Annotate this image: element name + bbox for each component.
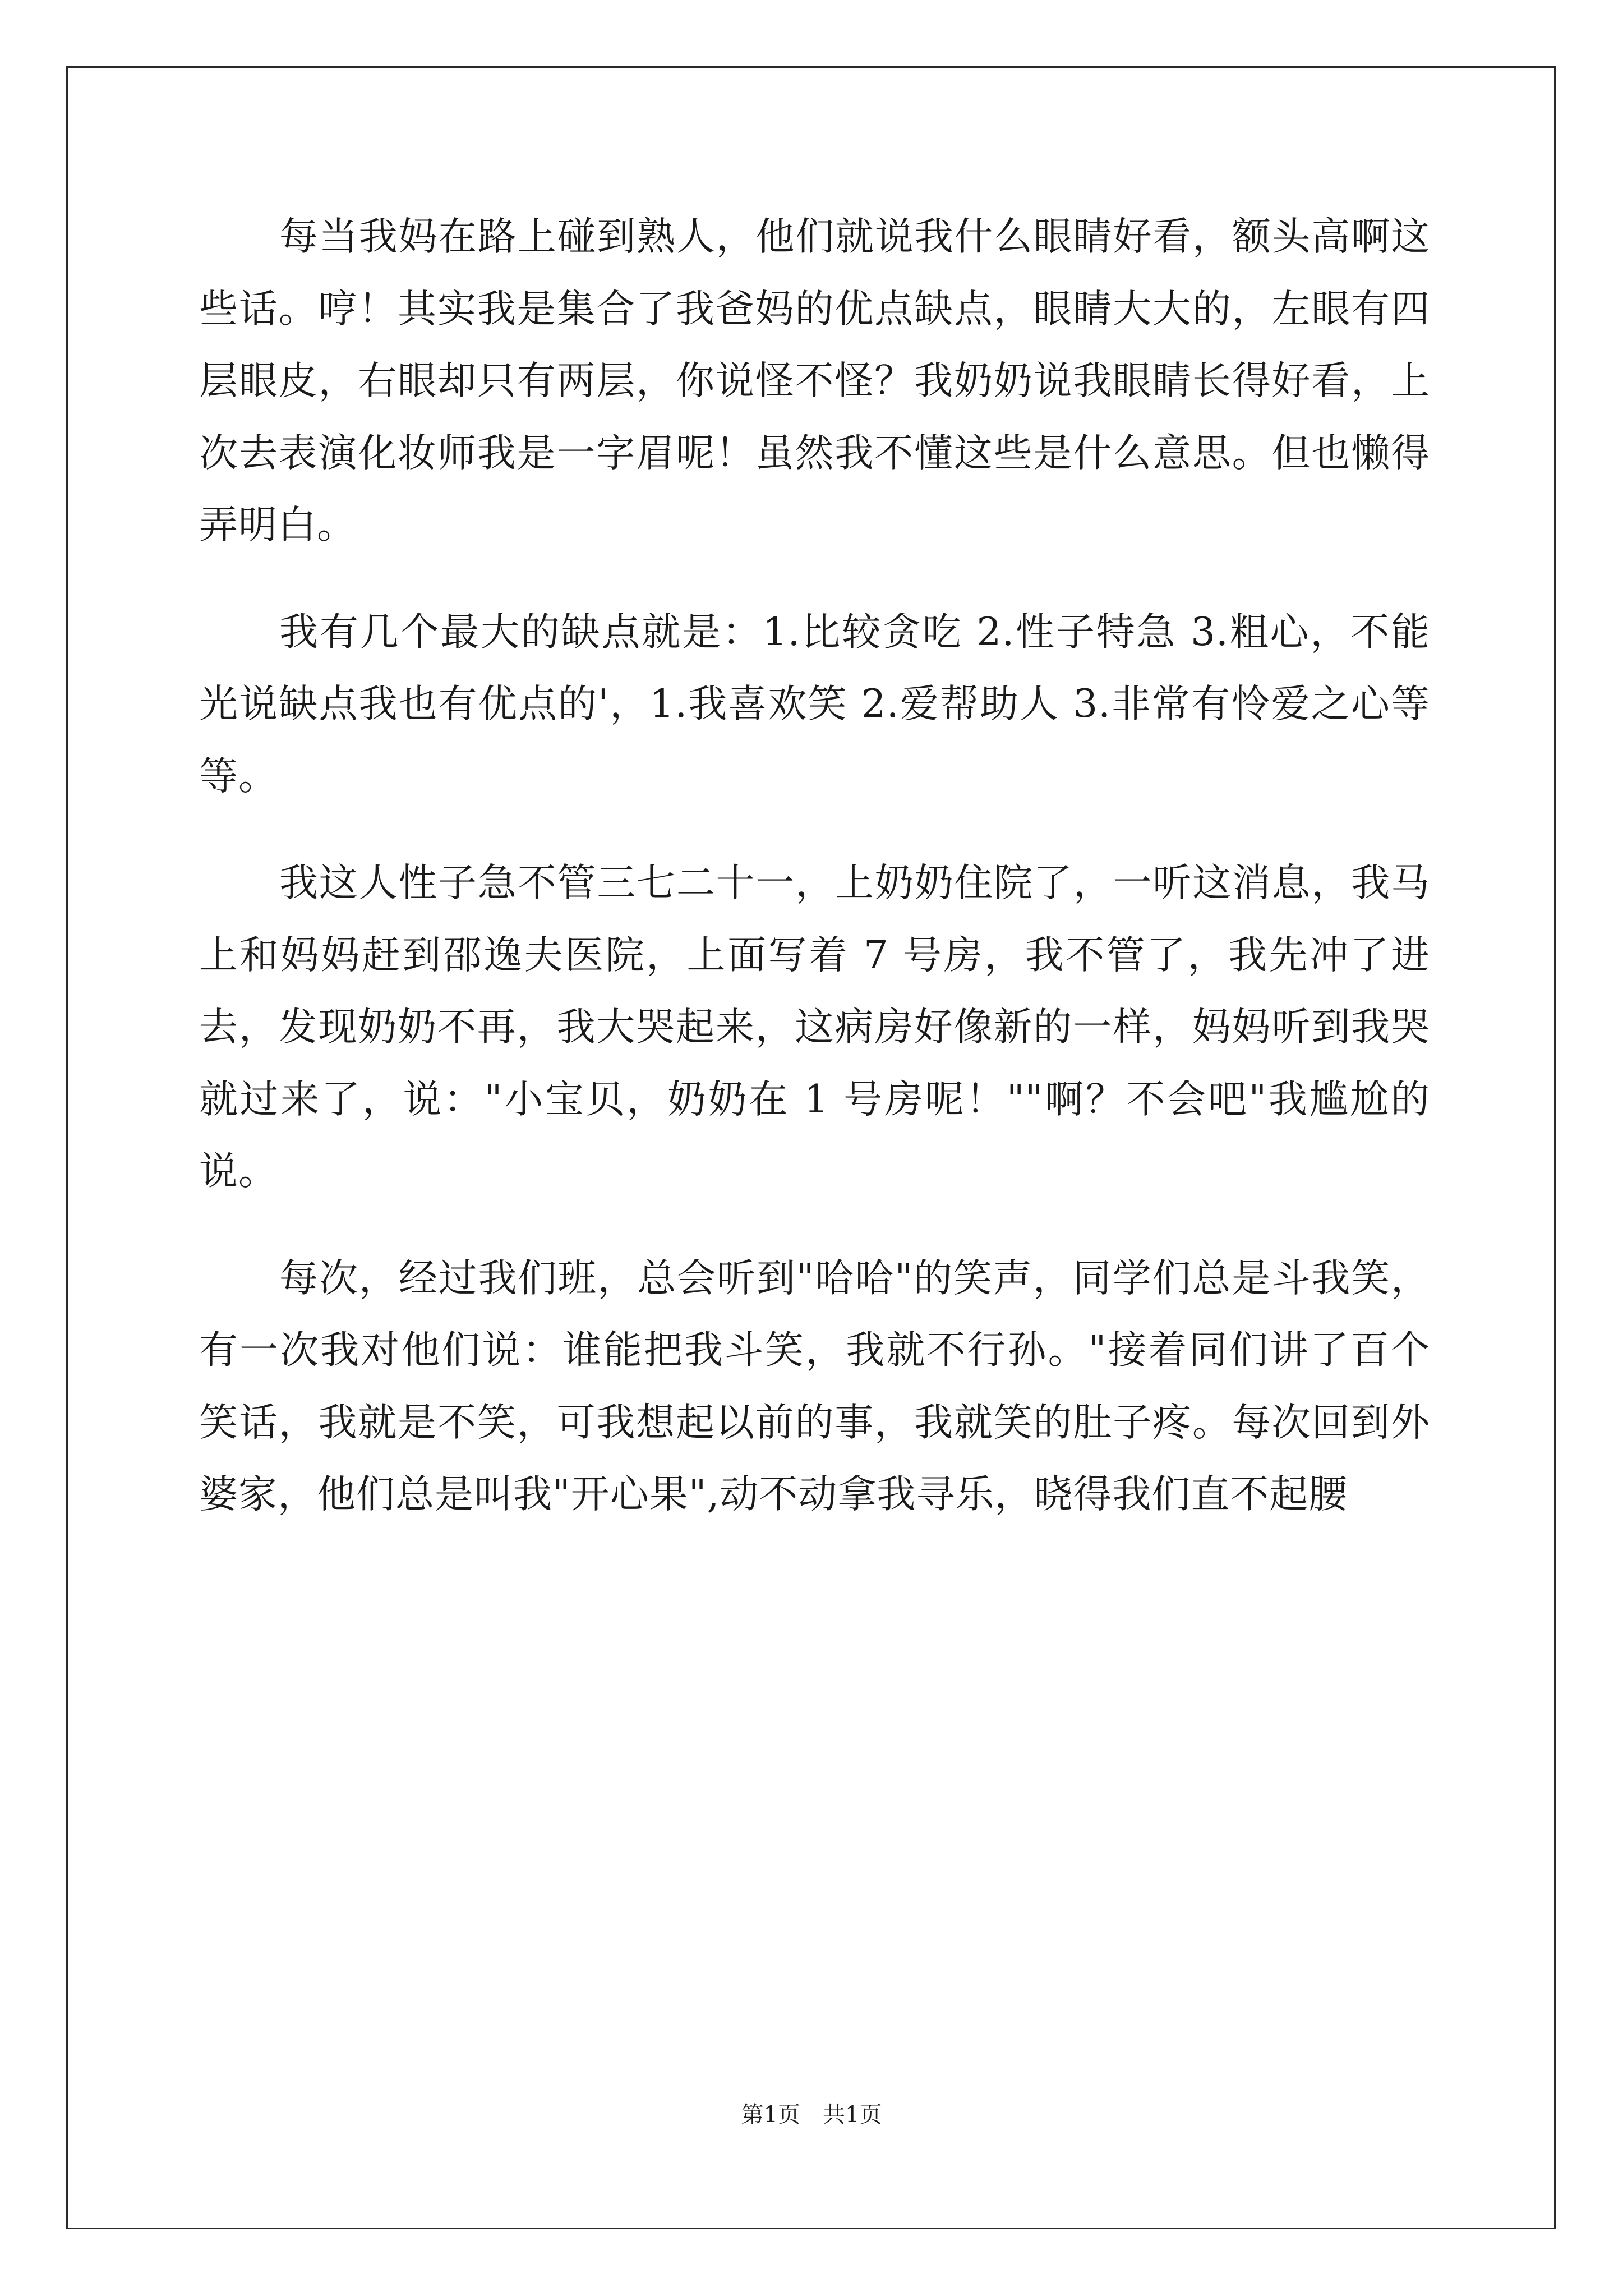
document-body <box>199 201 1430 1566</box>
page-number: 第1页 <box>741 2102 800 2128</box>
paragraph-2: 我有几个最大的缺点就是：1.比较贪吃 2.性子特急 3.粗心，不能光说缺点我也有优点的'，1.我喜欢笑 2.爱帮助人 3.非常有怜爱之心等等。 <box>199 609 1430 799</box>
page-footer <box>0 2101 1623 2129</box>
paragraph-1: 每当我妈在路上碰到熟人，他们就说我什么眼睛好看，额头高啊这些话。哼！其实我是集合了我爸妈的优点缺点，眼睛大大的，左眼有四层眼皮，右眼却只有两层，你说怪不怪？我奶奶说我眼睛长得好看，上次去表演化妆师我是一字眉呢！虽然我不懂这些是什么意思。但也懒得弄明白。 <box>199 214 1430 547</box>
paragraph-3: 我这人性子急不管三七二十一，上奶奶住院了，一听这消息，我马上和妈妈赶到邵逸夫医院，上面写着 7 号房，我不管了，我先冲了进去，发现奶奶不再，我大哭起来，这病房好像新的一样，妈妈听到我哭就过来了，说："小宝贝，奶奶在 1 号房呢！""啊？不会吧"我尴尬的说。 <box>199 861 1430 1194</box>
page-total: 共1页 <box>823 2102 882 2128</box>
paragraph-4: 每次，经过我们班，总会听到"哈哈"的笑声，同学们总是斗我笑，有一次我对他们说：谁能把我斗笑，我就不行孙。"接着同们讲了百个笑话，我就是不笑，可我想起以前的事，我就笑的肚子疼。每次回到外婆家，他们总是叫我"开心果",动不动拿我寻乐，晓得我们直不起腰 <box>199 1255 1430 1517</box>
